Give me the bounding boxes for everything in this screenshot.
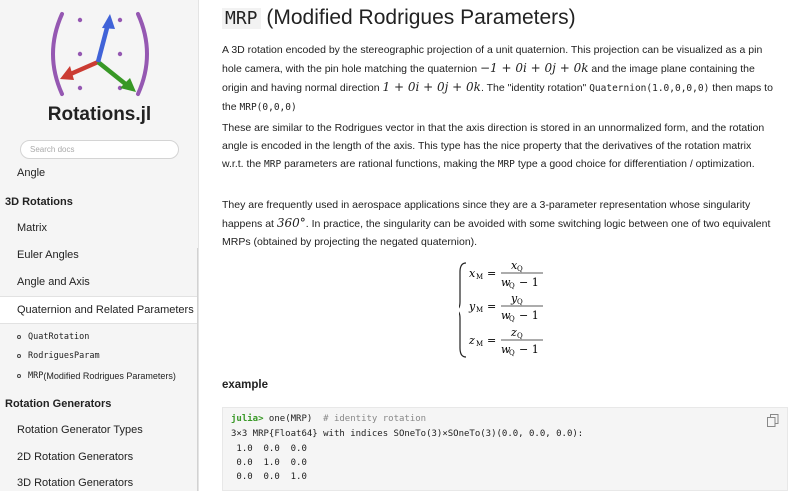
nav-subitem-label: RodriguesParam	[28, 351, 100, 361]
inline-code: MRP(0,0,0)	[239, 102, 297, 113]
nav-item-label: Euler Angles	[17, 249, 79, 261]
text: A 3D rotation encoded by the stereographic projection of a unit quaternion. This projection can be visualized as a pin hole camera, with the pin hole matching the quaternion	[222, 44, 763, 75]
paragraph-intro	[222, 41, 774, 117]
nav-subitem-mrp[interactable]	[0, 369, 197, 383]
nav-item-label: 3D Rotation Generators	[17, 477, 134, 489]
svg-text:Q: Q	[509, 282, 515, 290]
mrp-equations	[459, 258, 559, 362]
nav-item-angle-and-axis[interactable]	[0, 274, 197, 290]
svg-text:− 1: − 1	[519, 276, 539, 289]
example-heading: example	[222, 379, 269, 391]
text: . The "identity rotation"	[480, 82, 590, 94]
code-input: one(MRP)	[263, 414, 313, 424]
nav-item-label: Matrix	[17, 222, 47, 234]
svg-text:M: M	[476, 340, 484, 348]
svg-text:Q: Q	[517, 298, 523, 306]
svg-text:w: w	[501, 276, 511, 289]
nav-item-quaternion[interactable]	[0, 296, 197, 324]
text: They are frequently used in aerospace applications since they are a 3-parameter representation whose singularity happens at	[222, 199, 751, 230]
title-code: MRP	[222, 8, 261, 29]
code-line: 0.0 0.0 1.0	[231, 472, 307, 482]
nav-section-rotation-generators[interactable]	[0, 396, 197, 412]
nav-item-matrix[interactable]	[0, 220, 197, 236]
svg-text:z: z	[469, 334, 475, 347]
math-inline: 1 + 0i + 0j + 0k	[382, 80, 481, 94]
svg-text:− 1: − 1	[519, 309, 539, 322]
repl-prompt: julia>	[231, 414, 264, 424]
svg-text:M: M	[476, 306, 484, 314]
nav-subitem-quatrotation[interactable]	[0, 330, 197, 344]
svg-text:x: x	[469, 267, 476, 280]
svg-text:w: w	[501, 309, 511, 322]
nav-item-3d-rotation-generators[interactable]	[0, 475, 197, 491]
text: type a good choice for differentiation / optimization.	[514, 158, 755, 170]
math-inline: −1 + 0i + 0j + 0k	[480, 61, 589, 75]
nav-subitem-label: (Modified Rodrigues Parameters)	[43, 371, 176, 381]
svg-text:− 1: − 1	[519, 343, 539, 356]
copy-icon[interactable]	[767, 414, 779, 427]
svg-text:x: x	[511, 259, 518, 272]
paragraph-rodrigues	[222, 119, 774, 174]
text: parameters are rational functions, making the	[281, 158, 498, 170]
site-title[interactable]: Rotations.jl	[47, 104, 152, 125]
nav-section-label: Rotation Generators	[5, 398, 112, 410]
bullet-icon	[17, 335, 21, 339]
code-line: 1.0 0.0 0.0	[231, 444, 307, 454]
nav-item-label: Angle	[17, 167, 46, 179]
svg-text:Q: Q	[509, 349, 515, 357]
text: and the image plane containing the origin and having normal direction	[222, 63, 755, 94]
nav-section-3d-rotations[interactable]	[0, 194, 197, 210]
rotations-logo[interactable]	[40, 8, 160, 100]
svg-text:M: M	[476, 273, 484, 281]
nav-item-angle[interactable]	[0, 165, 197, 181]
svg-text:y: y	[511, 292, 518, 305]
code-block[interactable]	[222, 407, 788, 491]
svg-text:w: w	[501, 343, 511, 356]
search-input[interactable]: Search docs	[20, 140, 179, 159]
inline-code: MRP	[497, 159, 515, 170]
code-line: 0.0 1.0 0.0	[231, 458, 307, 468]
svg-text:Q: Q	[517, 332, 523, 340]
nav-item-label: Quaternion and Related Parameters	[17, 304, 194, 316]
text: These are similar to the Rodrigues vector in that the axis direction is stored in an unnormalized form, and the rotation angle is encoded in the length of the axis. This type has the nice property that the derivatives of the rotation matrix w.r.t. the	[222, 122, 765, 170]
nav-item-label: Angle and Axis	[17, 276, 90, 288]
main-content	[222, 0, 800, 491]
text: then maps to the	[222, 82, 773, 113]
sidebar	[0, 0, 199, 491]
inline-code: Quaternion(1.0,0,0,0)	[589, 83, 710, 94]
nav-item-label: Rotation Generator Types	[17, 424, 143, 436]
sidebar-scrollbar[interactable]	[197, 248, 199, 491]
svg-text:y: y	[469, 300, 476, 313]
bullet-icon	[17, 354, 21, 358]
text: . In practice, the singularity can be avoided with some switching logic between one of two equivalent MRPs (obtained by projecting the negated quaternion).	[222, 218, 771, 248]
nav-item-label: 2D Rotation Generators	[17, 451, 134, 463]
svg-text:Q: Q	[509, 315, 515, 323]
nav-item-2d-rotation-generators[interactable]	[0, 449, 197, 465]
math-inline: 360°	[276, 216, 306, 230]
paragraph-aerospace	[222, 196, 774, 251]
nav-item-rotation-generator-types[interactable]	[0, 422, 197, 438]
title-text: (Modified Rodrigues Parameters)	[260, 6, 576, 29]
nav-item-euler-angles[interactable]	[0, 247, 197, 263]
page-title	[222, 6, 576, 30]
svg-text:=: =	[487, 334, 497, 347]
nav-subitem-rodriguesparam[interactable]	[0, 349, 197, 363]
nav-section-label: 3D Rotations	[5, 196, 73, 208]
svg-text:=: =	[487, 300, 497, 313]
inline-code: MRP	[264, 159, 282, 170]
bullet-icon	[17, 374, 21, 378]
nav-subitem-code: MRP	[28, 371, 44, 381]
svg-text:=: =	[487, 267, 497, 280]
svg-text:z: z	[511, 326, 517, 339]
code-line	[231, 414, 426, 424]
svg-text:Q: Q	[517, 265, 523, 273]
nav-subitem-label: QuatRotation	[28, 332, 90, 342]
code-line: 3×3 MRP{Float64} with indices SOneTo(3)×SOneTo(3)(0.0, 0.0, 0.0):	[231, 429, 584, 439]
code-comment: # identity rotation	[312, 414, 427, 424]
